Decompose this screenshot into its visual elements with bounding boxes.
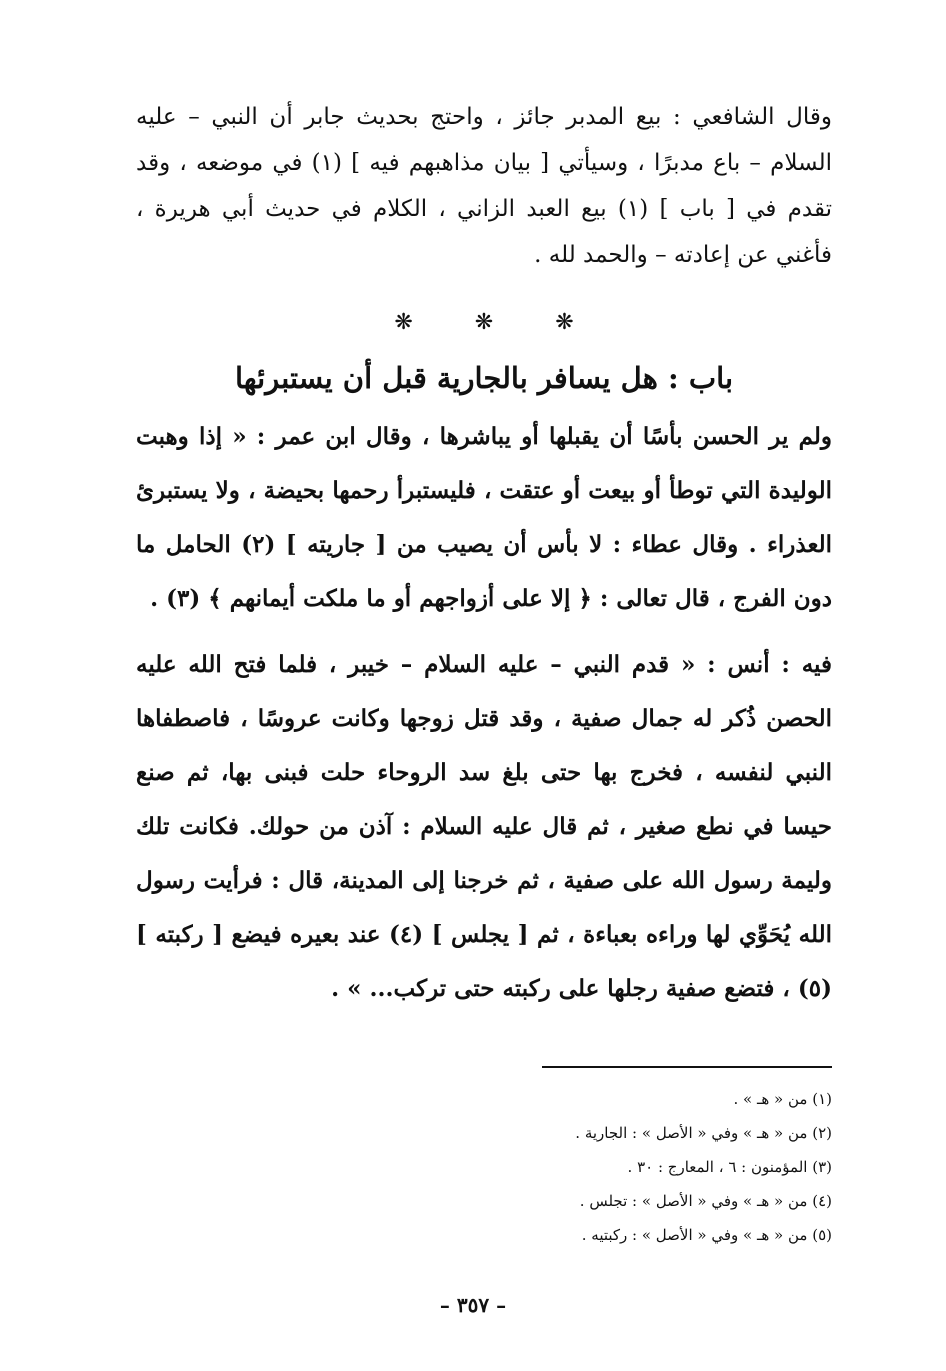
star-ornament: ❋ xyxy=(394,310,413,335)
star-ornament: ❋ xyxy=(474,310,494,335)
footnote: (٢) من « هـ » وفي « الأصل » : الجارية . xyxy=(575,1124,832,1142)
page-number: – ٣٥٧ – xyxy=(439,1293,507,1317)
footnote: (٣) المؤمنون : ٦ ، المعارج : ٣٠ . xyxy=(627,1158,832,1176)
footnotes-list xyxy=(360,1082,832,1252)
footnote: (٥) من « هـ » وفي « الأصل » : ركبتيه . xyxy=(581,1226,832,1244)
text-column xyxy=(136,94,832,1016)
intro-paragraph: وقال الشافعي : بيع المدبر جائز ، واحتج بحديث جابر أن النبي – عليه السلام – باع مدبرًا ، وسيأتي [ بيان مذاهبهم فيه ] (١) في موضعه ، وقد تقدم في [ باب ] (١) بيع العبد الزاني ، الكلام في حديث أبي هريرة ، فأغني عن إعادته – والحمد لله . xyxy=(136,104,832,268)
footnote: (١) من « هـ » . xyxy=(733,1090,832,1108)
star-ornament: ❋ xyxy=(555,310,574,335)
chapter-paragraph-2: فيه : أنس : « قدم النبي – عليه السلام – خيبر ، فلما فتح الله عليه الحصن ذُكر له جمال صفية ، وقد قتل زوجها وكانت عروسًا ، فاصطفاها النبي لنفسه ، فخرج بها حتى بلغ سد الروحاء حلت فبنى بها، ثم صنع حيسا في نطع صغير ، ثم قال عليه السلام : آذن من حولك. فكانت تلك وليمة رسول الله على صفية ، ثم خرجنا إلى المدينة، قال : فرأيت رسول الله يُحَوِّي لها وراءه بعباءة ، ثم [ يجلس ] (٤) عند بعيره فيضع [ ركبته ] (٥) ، فتضع صفية رجلها على ركبته حتى تركب... » . xyxy=(136,651,832,1002)
footnote-divider xyxy=(542,1066,832,1068)
footnote: (٤) من « هـ » وفي « الأصل » : تجلس . xyxy=(579,1192,832,1210)
section-separator xyxy=(136,308,832,338)
chapter-paragraph-1: ولم ير الحسن بأسًا أن يقبلها أو يباشرها ، وقال ابن عمر : « إذا وهبت الوليدة التي توطأ أو بيعت أو عتقت ، فليستبرأ رحمها بحيضة ، ولا يستبرئ العذراء . وقال عطاء : لا بأس أن يصيب من [ جاريته ] (٢) الحامل ما دون الفرج ، قال تعالى : ﴿ إلا على أزواجهم أو ما ملكت أيمانهم ﴾ (٣) . xyxy=(136,423,832,612)
chapter-heading: باب : هل يسافر بالجارية قبل أن يستبرئها xyxy=(234,361,734,395)
